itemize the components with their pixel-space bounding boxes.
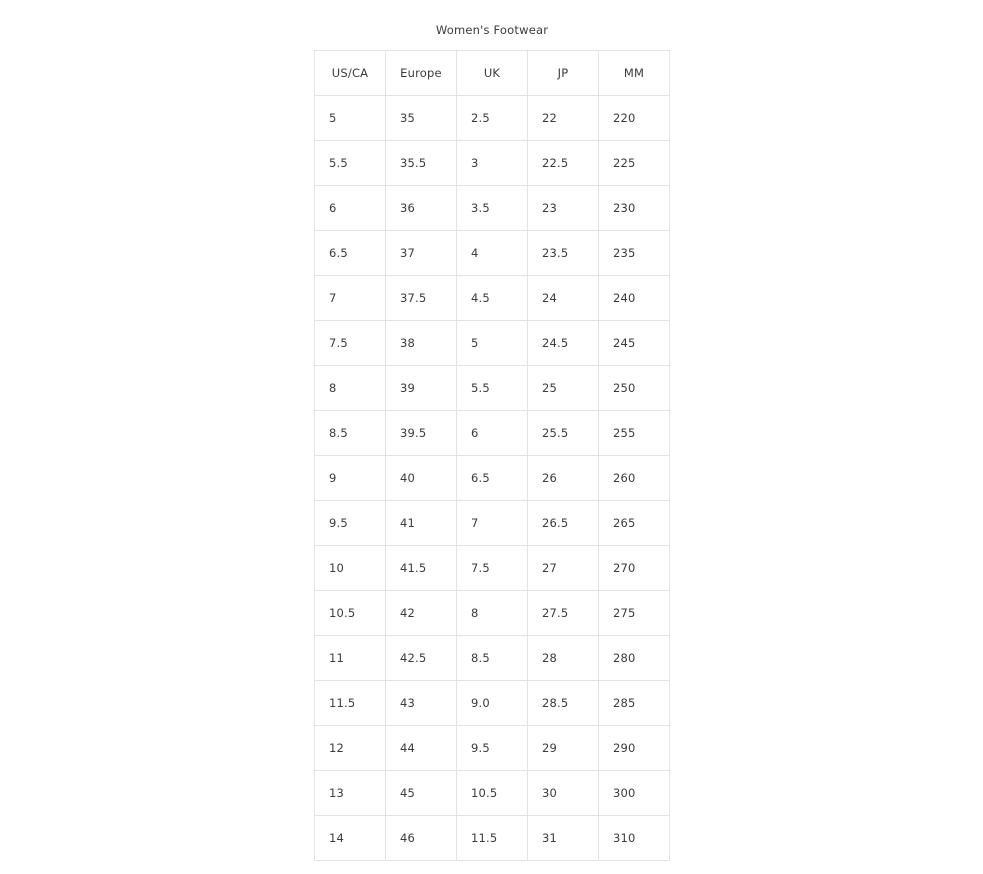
cell-us-ca: 7.5 [315,321,386,366]
cell-europe: 41.5 [386,546,457,591]
table-row [315,366,670,411]
cell-uk: 7 [457,501,528,546]
table-row [315,96,670,141]
cell-us-ca: 13 [315,771,386,816]
cell-uk: 5.5 [457,366,528,411]
cell-europe: 43 [386,681,457,726]
cell-mm: 220 [599,96,670,141]
table-row [315,591,670,636]
cell-mm: 275 [599,591,670,636]
cell-mm: 285 [599,681,670,726]
cell-europe: 39.5 [386,411,457,456]
table-title: Women's Footwear [435,23,549,37]
table-row [315,546,670,591]
table-row [315,411,670,456]
cell-jp: 29 [528,726,599,771]
cell-jp: 23.5 [528,231,599,276]
cell-uk: 6 [457,411,528,456]
cell-us-ca: 5.5 [315,141,386,186]
column-header-jp: JP [528,51,599,96]
cell-jp: 22 [528,96,599,141]
cell-mm: 260 [599,456,670,501]
table-row [315,771,670,816]
cell-mm: 270 [599,546,670,591]
column-header-mm: MM [599,51,670,96]
table-row [315,231,670,276]
cell-europe: 40 [386,456,457,501]
table-row [315,141,670,186]
cell-uk: 9.5 [457,726,528,771]
cell-jp: 25.5 [528,411,599,456]
table-row [315,726,670,771]
cell-europe: 46 [386,816,457,861]
cell-us-ca: 9.5 [315,501,386,546]
table-row [315,816,670,861]
cell-uk: 8.5 [457,636,528,681]
cell-mm: 240 [599,276,670,321]
cell-us-ca: 5 [315,96,386,141]
cell-us-ca: 10.5 [315,591,386,636]
cell-europe: 37 [386,231,457,276]
cell-jp: 26.5 [528,501,599,546]
cell-mm: 280 [599,636,670,681]
cell-mm: 290 [599,726,670,771]
cell-jp: 24 [528,276,599,321]
cell-jp: 22.5 [528,141,599,186]
cell-mm: 265 [599,501,670,546]
cell-us-ca: 11 [315,636,386,681]
cell-europe: 44 [386,726,457,771]
cell-mm: 250 [599,366,670,411]
cell-us-ca: 6.5 [315,231,386,276]
cell-uk: 9.0 [457,681,528,726]
table-row [315,501,670,546]
cell-uk: 4.5 [457,276,528,321]
cell-us-ca: 11.5 [315,681,386,726]
cell-mm: 310 [599,816,670,861]
cell-europe: 35.5 [386,141,457,186]
table-row [315,456,670,501]
cell-europe: 37.5 [386,276,457,321]
table-header [315,51,670,96]
cell-europe: 35 [386,96,457,141]
cell-jp: 25 [528,366,599,411]
column-header-us-ca: US/CA [315,51,386,96]
cell-jp: 23 [528,186,599,231]
cell-jp: 27.5 [528,591,599,636]
cell-jp: 28 [528,636,599,681]
cell-us-ca: 8.5 [315,411,386,456]
cell-uk: 3 [457,141,528,186]
table-row [315,321,670,366]
cell-mm: 255 [599,411,670,456]
cell-jp: 26 [528,456,599,501]
cell-jp: 31 [528,816,599,861]
cell-uk: 5 [457,321,528,366]
size-chart-container [314,11,669,861]
table-row [315,681,670,726]
table-header-row [315,51,670,96]
cell-us-ca: 8 [315,366,386,411]
cell-europe: 45 [386,771,457,816]
cell-uk: 4 [457,231,528,276]
table-row [315,186,670,231]
cell-mm: 245 [599,321,670,366]
cell-uk: 10.5 [457,771,528,816]
table-body [315,96,670,861]
cell-europe: 41 [386,501,457,546]
cell-jp: 30 [528,771,599,816]
cell-us-ca: 12 [315,726,386,771]
cell-uk: 2.5 [457,96,528,141]
cell-mm: 225 [599,141,670,186]
size-chart-table [314,11,670,861]
table-row [315,276,670,321]
cell-europe: 36 [386,186,457,231]
cell-jp: 28.5 [528,681,599,726]
cell-jp: 24.5 [528,321,599,366]
column-header-europe: Europe [386,51,457,96]
cell-mm: 300 [599,771,670,816]
cell-us-ca: 9 [315,456,386,501]
cell-jp: 27 [528,546,599,591]
cell-us-ca: 6 [315,186,386,231]
cell-mm: 235 [599,231,670,276]
cell-us-ca: 10 [315,546,386,591]
cell-mm: 230 [599,186,670,231]
cell-uk: 7.5 [457,546,528,591]
cell-uk: 8 [457,591,528,636]
cell-us-ca: 14 [315,816,386,861]
cell-europe: 42.5 [386,636,457,681]
cell-uk: 6.5 [457,456,528,501]
table-row [315,636,670,681]
cell-europe: 39 [386,366,457,411]
cell-uk: 11.5 [457,816,528,861]
cell-europe: 42 [386,591,457,636]
cell-europe: 38 [386,321,457,366]
cell-uk: 3.5 [457,186,528,231]
column-header-uk: UK [457,51,528,96]
cell-us-ca: 7 [315,276,386,321]
